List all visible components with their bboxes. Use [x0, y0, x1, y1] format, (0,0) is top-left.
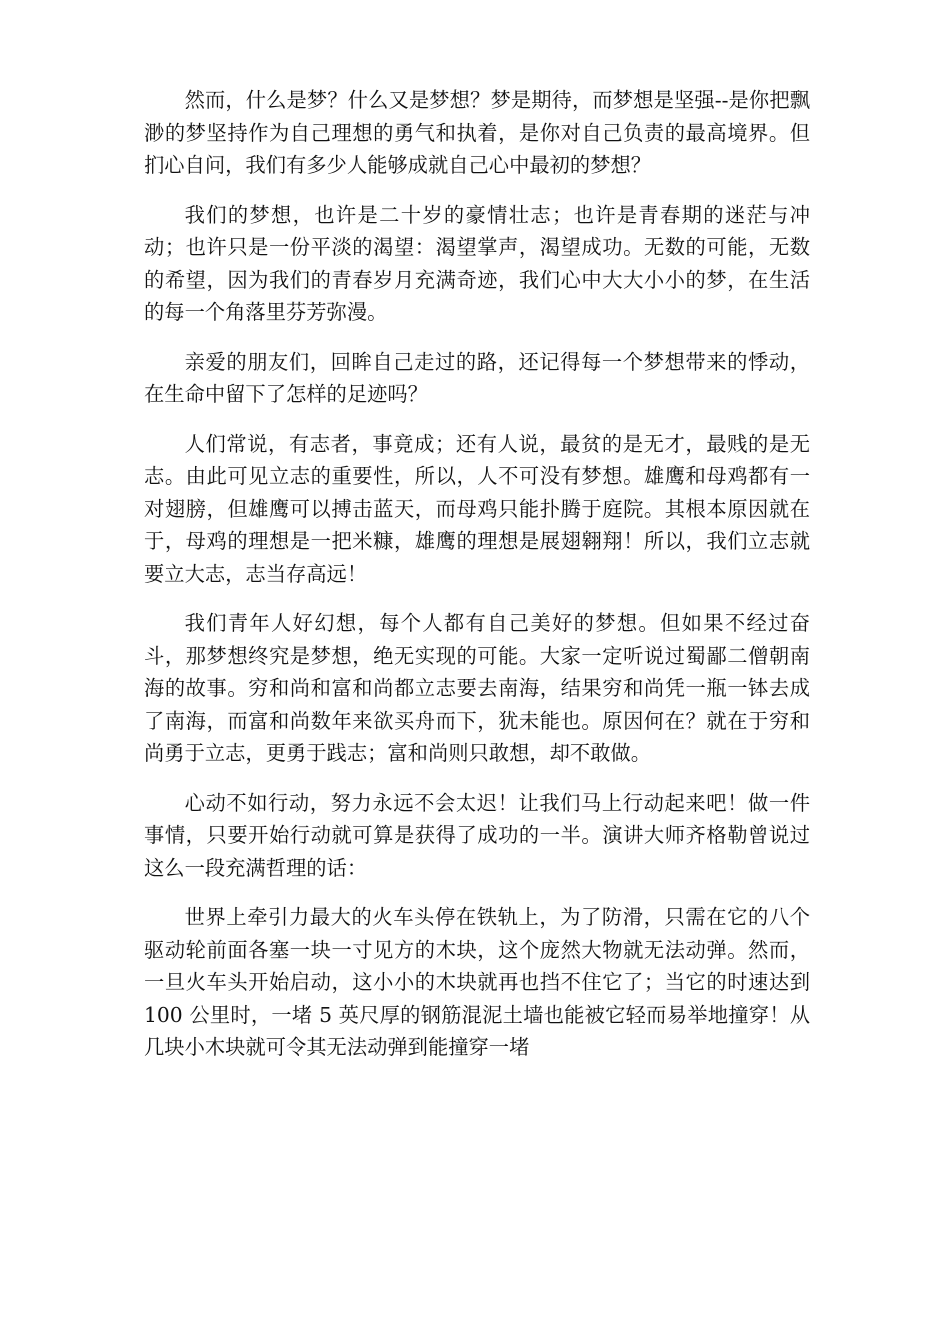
- paragraph-1: 然而，什么是梦？什么又是梦想？梦是期待，而梦想是坚强--是你把飘渺的梦坚持作为自己理想的勇气和执着，是你对自己负责的最高境界。但扪心自问，我们有多少人能够成就自己心中最初的梦想？: [144, 88, 810, 177]
- paragraph-6: 心动不如行动，努力永远不会太迟！让我们马上行动起来吧！做一件事情，只要开始行动就可算是获得了成功的一半。演讲大师齐格勒曾说过这么一段充满哲理的话：: [144, 790, 810, 880]
- paragraph-4: 人们常说，有志者，事竟成；还有人说，最贫的是无才，最贱的是无志。由此可见立志的重要性，所以，人不可没有梦想。雄鹰和母鸡都有一对翅膀，但雄鹰可以搏击蓝天，而母鸡只能扑腾于庭院。其根本原因就在于，母鸡的理想是一把米糠，雄鹰的理想是展翅翱翔！所以，我们立志就要立大志，志当存高远！: [144, 431, 810, 586]
- paragraph-3: 亲爱的朋友们，回眸自己走过的路，还记得每一个梦想带来的悸动，在生命中留下了怎样的足迹吗？: [144, 349, 810, 406]
- paragraph-2: 我们的梦想，也许是二十岁的豪情壮志；也许是青春期的迷茫与冲动；也许只是一份平淡的渴望：渴望掌声，渴望成功。无数的可能，无数的希望，因为我们的青春岁月充满奇迹，我们心中大大小小的梦，在生活的每一个角落里芬芳弥漫。: [144, 202, 810, 324]
- document-body: [144, 84, 810, 1081]
- paragraph-5: 我们青年人好幻想，每个人都有自己美好的梦想。但如果不经过奋斗，那梦想终究是梦想，绝无实现的可能。大家一定听说过蜀鄙二僧朝南海的故事。穷和尚和富和尚都立志要去南海，结果穷和尚凭一瓶一钵去成了南海，而富和尚数年来欲买舟而下，犹未能也。原因何在？就在于穷和尚勇于立志，更勇于践志；富和尚则只敢想，却不敢做。: [144, 611, 810, 765]
- paragraph-7: 世界上牵引力最大的火车头停在铁轨上，为了防滑，只需在它的八个驱动轮前面各塞一块一寸见方的木块，这个庞然大物就无法动弹。然而，一旦火车头开始启动，这小小的木块就再也挡不住它了；当它的时速达到 100 公里时，一堵 5 英尺厚的钢筋混泥土墙也能被它轻而易举地撞穿！从几块小木块就可令其无法动弹到能撞穿一堵: [144, 905, 810, 1059]
